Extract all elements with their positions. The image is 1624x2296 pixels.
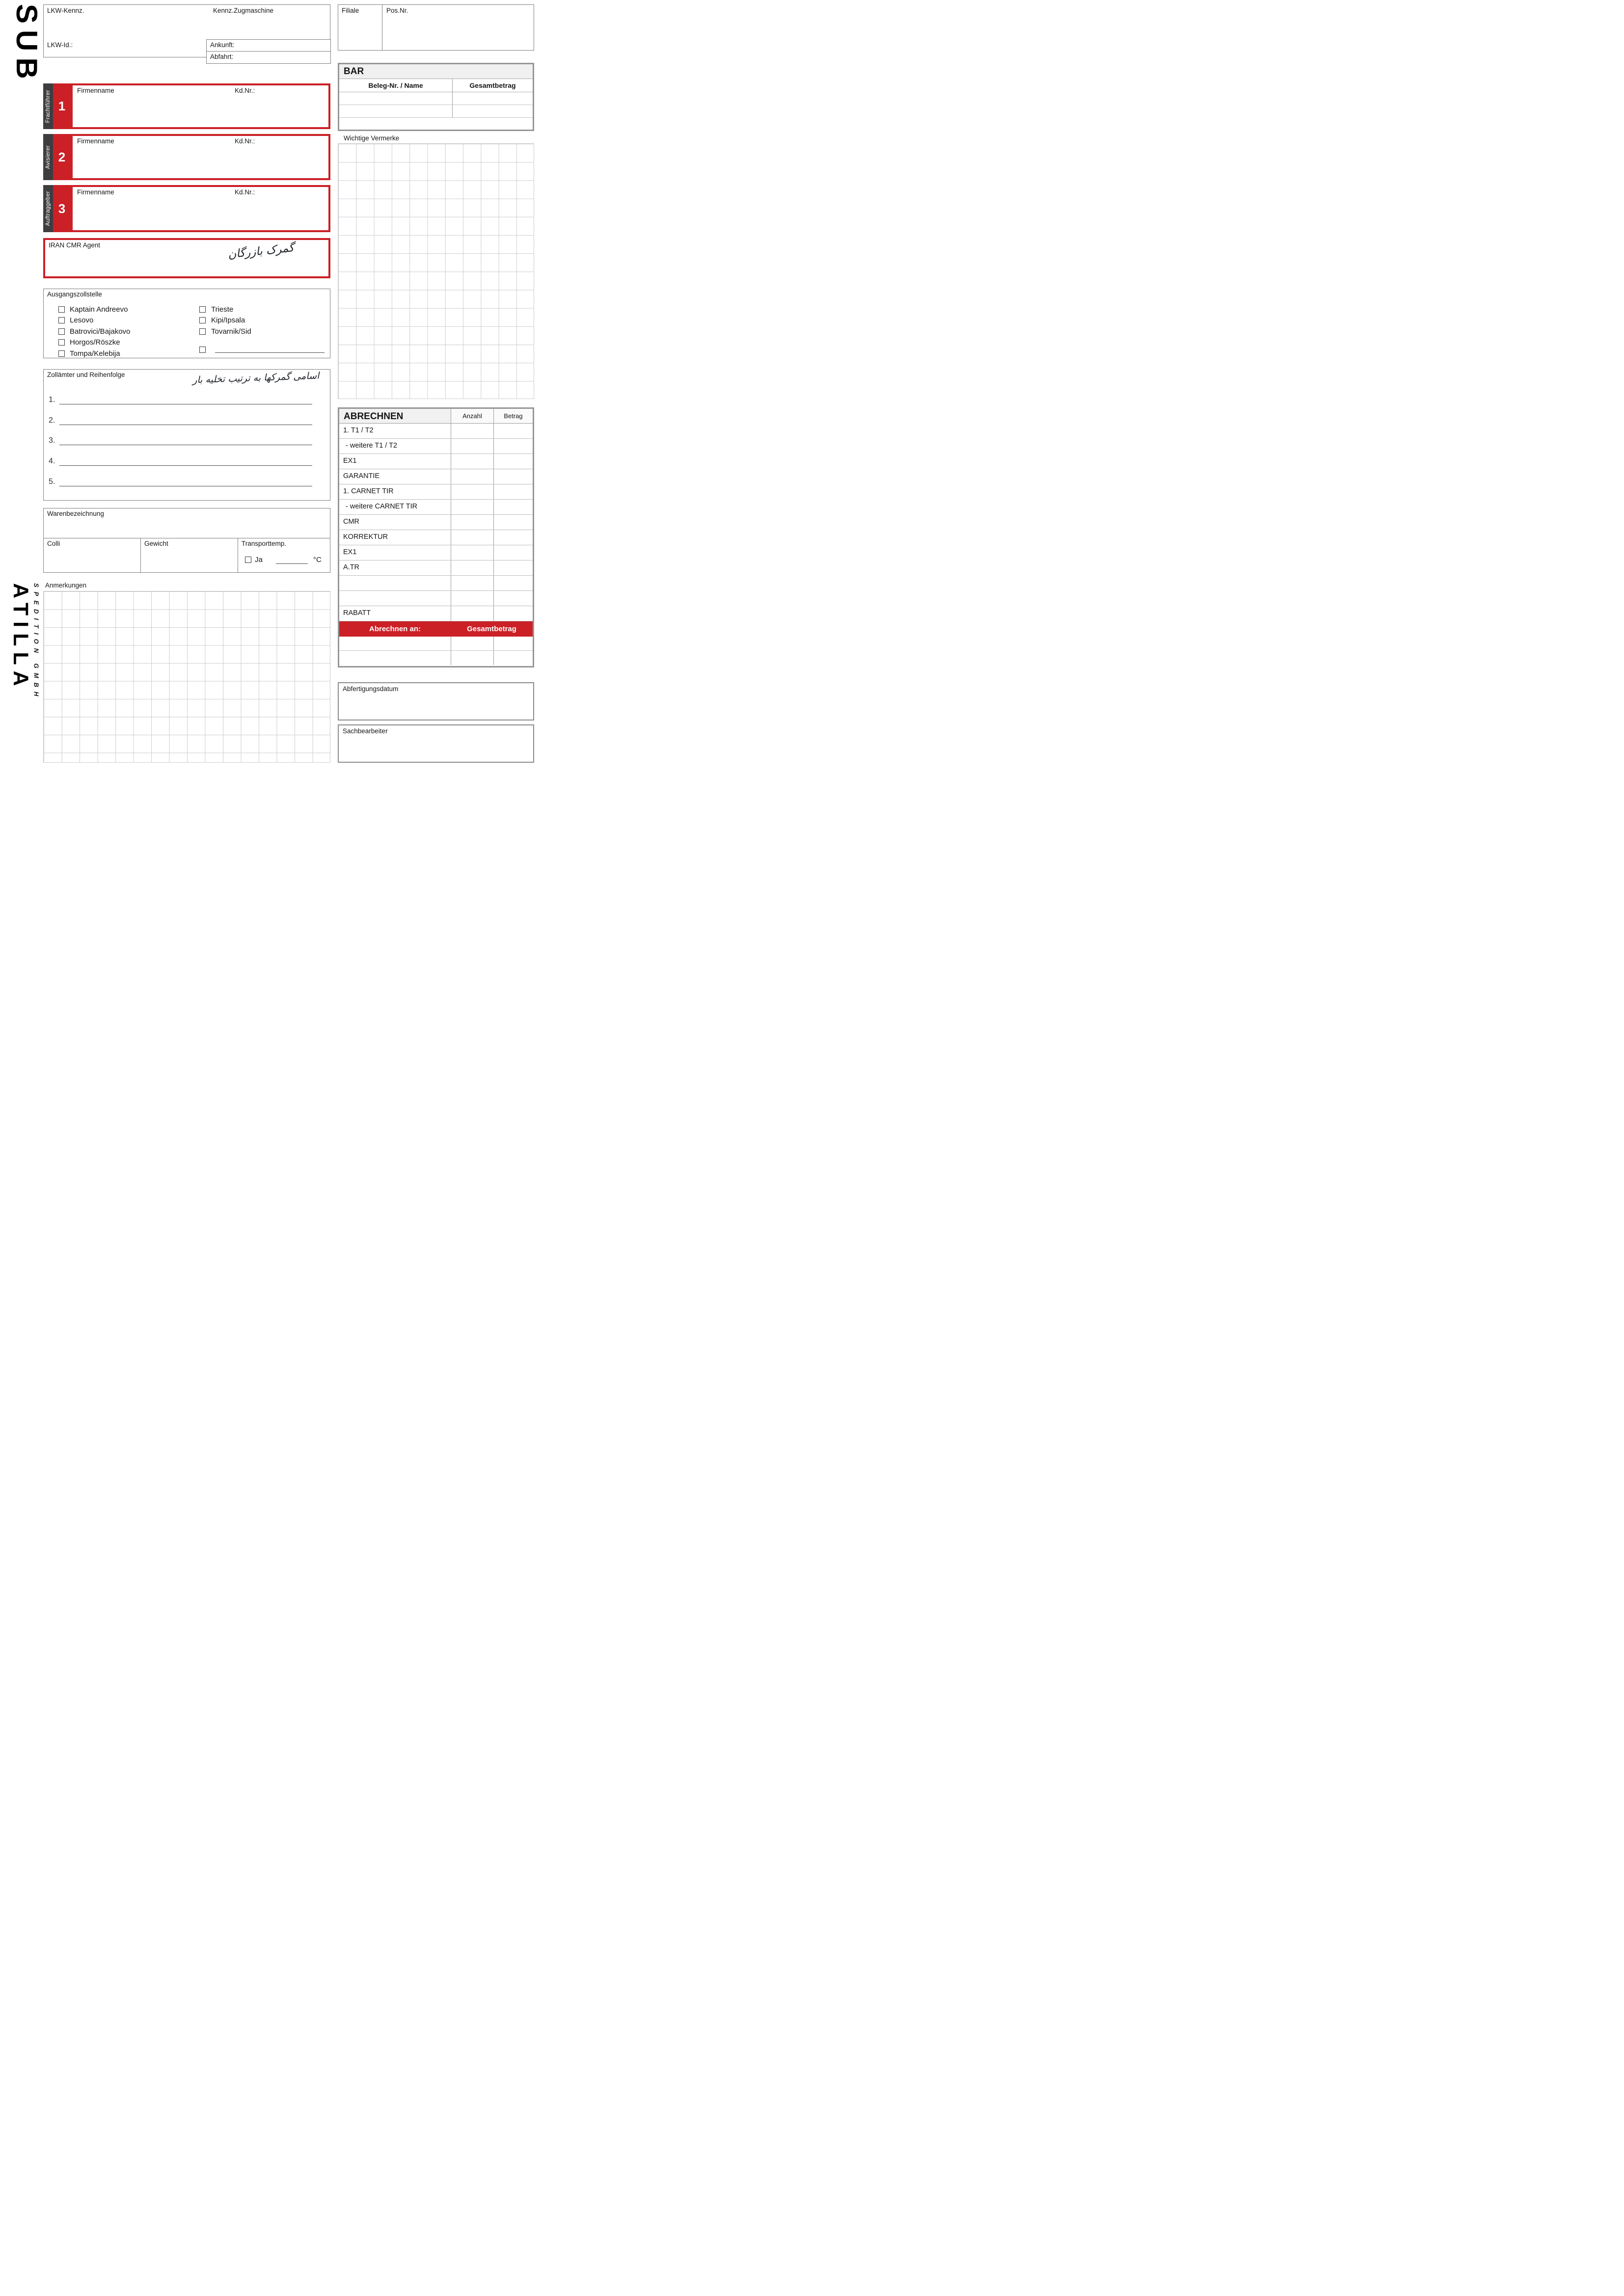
betrag-column-header: Betrag <box>493 409 533 423</box>
firmenname-label: Firmenname <box>77 137 114 145</box>
checkbox-trieste[interactable] <box>199 306 206 313</box>
anzahl-cell[interactable] <box>451 484 493 499</box>
abrechnen-item-label: 1. T1 / T2 <box>343 427 374 434</box>
arrival-departure-box <box>206 39 331 64</box>
abrechnen-row <box>339 424 533 439</box>
anzahl-cell[interactable] <box>451 500 493 514</box>
avisierer-company-field[interactable] <box>71 134 330 180</box>
bar-beleg-cell[interactable] <box>339 92 452 105</box>
gewicht-field[interactable] <box>140 538 238 572</box>
anzahl-cell[interactable] <box>451 454 493 469</box>
abrechnen-row <box>339 545 533 561</box>
form-code-logo: SUB <box>10 4 43 85</box>
abrechnen-item-label <box>339 591 451 606</box>
abrechnen-row <box>339 515 533 530</box>
checkbox-lesovo[interactable] <box>58 317 65 323</box>
brand-company-name: ATILLA <box>9 583 32 692</box>
bar-betrag-cell[interactable] <box>452 92 533 105</box>
zoll-row-number: 4. <box>49 457 55 465</box>
zollaemter-handwriting: اسامی گمرکها به ترتیب تخلیه بار <box>192 370 320 386</box>
colli-field[interactable] <box>44 538 140 572</box>
zoll-row-number: 3. <box>49 436 55 445</box>
anzahl-column-header: Anzahl <box>451 409 493 423</box>
abrechnen-an-cell[interactable] <box>339 651 451 665</box>
brand-subtitle: SPEDITION GMBH <box>32 583 40 701</box>
anzahl-cell[interactable] <box>451 439 493 454</box>
abfertigungsdatum-label: Abfertigungsdatum <box>343 685 399 693</box>
iran-cmr-agent-box[interactable] <box>43 238 330 278</box>
filiale-posnr-box <box>338 4 534 51</box>
bar-table-row <box>339 105 533 118</box>
zoll-line-2[interactable] <box>59 418 312 425</box>
abrechnen-item-label <box>339 576 451 590</box>
truck-header-box[interactable] <box>43 4 330 60</box>
betrag-cell[interactable] <box>493 500 533 514</box>
zoll-line-5[interactable] <box>59 480 312 486</box>
abrechnen-item-label: EX1 <box>343 457 357 465</box>
measures-row <box>43 538 330 573</box>
party-role-label: Avisierer <box>45 145 51 169</box>
anzahl-cell[interactable] <box>451 561 493 575</box>
abrechnen-row <box>339 576 533 591</box>
zoll-line-1[interactable] <box>59 398 312 404</box>
abrechnen-row <box>339 561 533 576</box>
party-frachtfuehrer <box>43 83 330 129</box>
option-label: Trieste <box>211 305 234 314</box>
ja-label: Ja <box>255 556 263 564</box>
betrag-cell[interactable] <box>493 637 533 650</box>
zoll-line-3[interactable] <box>59 438 312 445</box>
option-label: Batrovici/Bajakovo <box>70 327 131 336</box>
firmenname-label: Firmenname <box>77 188 114 196</box>
bar-beleg-cell[interactable] <box>339 105 452 117</box>
wichtige-vermerke-grid[interactable] <box>338 143 534 399</box>
abfertigungsdatum-field[interactable] <box>338 682 534 721</box>
option-label: Kaptain Andreevo <box>70 305 128 314</box>
posnr-field[interactable] <box>382 5 534 50</box>
bar-table-header <box>339 79 533 92</box>
ausgangszollstelle-title: Ausgangszollstelle <box>47 291 102 298</box>
abrechnen-row <box>339 484 533 500</box>
abrechnen-row <box>339 454 533 469</box>
betrag-cell[interactable] <box>493 545 533 560</box>
abrechnen-section <box>338 407 534 667</box>
party-role-bar <box>43 134 53 180</box>
betrag-cell[interactable] <box>493 530 533 545</box>
anzahl-cell[interactable] <box>451 545 493 560</box>
checkbox-tovarnik-sid[interactable] <box>199 328 206 335</box>
party-number-badge: 3 <box>53 185 71 232</box>
party-auftraggeber <box>43 185 330 232</box>
abrechnen-an-label: Abrechnen an: <box>369 625 421 633</box>
checkbox-horgos-roeszke[interactable] <box>58 339 65 346</box>
custom-option-line[interactable] <box>215 346 325 353</box>
abrechnen-row <box>339 530 533 545</box>
firmenname-label: Firmenname <box>77 87 114 94</box>
betrag-cell[interactable] <box>493 484 533 499</box>
kennz-zugmaschine-label: Kennz.Zugmaschine <box>213 7 274 14</box>
option-label: Lesovo <box>70 316 94 324</box>
bar-section <box>338 63 534 131</box>
bar-title: BAR <box>344 66 364 77</box>
bar-col-gesamtbetrag: Gesamtbetrag <box>452 79 533 92</box>
abrechnen-header <box>339 409 533 424</box>
betrag-cell[interactable] <box>493 591 533 606</box>
gewicht-label: Gewicht <box>144 540 168 547</box>
checkbox-custom-option[interactable] <box>199 347 206 353</box>
kdnr-label: Kd.Nr.: <box>235 188 255 196</box>
party-role-bar <box>43 83 53 129</box>
iran-cmr-agent-label: IRAN CMR Agent <box>49 241 101 249</box>
wichtige-vermerke-label: Wichtige Vermerke <box>344 134 400 142</box>
option-label: Kipi/Ipsala <box>211 316 245 324</box>
betrag-cell[interactable] <box>493 439 533 454</box>
party-number-badge: 2 <box>53 134 71 180</box>
abrechnen-row <box>339 591 533 606</box>
anmerkungen-grid[interactable] <box>43 591 330 763</box>
ankunft-label: Ankunft: <box>210 41 235 49</box>
betrag-cell[interactable] <box>493 424 533 438</box>
abrechnen-title: ABRECHNEN <box>344 411 404 422</box>
zollaemter-section <box>43 369 330 501</box>
sachbearbeiter-field[interactable] <box>338 724 534 763</box>
betrag-cell[interactable] <box>493 576 533 590</box>
zoll-row-number: 5. <box>49 478 55 486</box>
anzahl-cell[interactable] <box>451 515 493 530</box>
abrechnen-footer-band <box>339 621 533 637</box>
abrechnen-row <box>339 637 533 651</box>
betrag-cell[interactable] <box>493 651 533 665</box>
abrechnen-item-label: 1. CARNET TIR <box>343 487 394 495</box>
sub-freight-form <box>0 0 541 765</box>
party-role-bar <box>43 185 53 232</box>
party-number-badge: 1 <box>53 83 71 129</box>
checkbox-kaptain-andreevo[interactable] <box>58 306 65 313</box>
anmerkungen-label: Anmerkungen <box>45 582 87 589</box>
checkbox-batrovici-bajakovo[interactable] <box>58 328 65 335</box>
checkbox-tompa-kelebija[interactable] <box>58 350 65 357</box>
party-role-label: Auftraggeber <box>45 191 51 226</box>
anzahl-cell[interactable] <box>451 591 493 606</box>
zoll-row-number: 1. <box>49 396 55 404</box>
ankunft-field[interactable] <box>207 40 330 52</box>
iran-agent-handwriting: گمرک بازرگان <box>227 241 295 262</box>
abrechnen-item-label: GARANTIE <box>343 472 380 480</box>
lkw-id-label: LKW-Id.: <box>47 41 73 49</box>
anzahl-cell[interactable] <box>451 651 493 665</box>
option-label: Tovarnik/Sid <box>211 327 251 336</box>
abrechnen-item-label: - weitere CARNET TIR <box>346 503 418 510</box>
party-avisierer <box>43 134 330 180</box>
abfahrt-label: Abfahrt: <box>210 53 234 60</box>
betrag-cell[interactable] <box>493 469 533 484</box>
kdnr-label: Kd.Nr.: <box>235 87 255 94</box>
bar-betrag-cell[interactable] <box>452 105 533 117</box>
checkbox-temp-ja[interactable] <box>245 557 251 563</box>
abrechnen-item-label: - weitere T1 / T2 <box>346 442 398 450</box>
abrechnen-row <box>339 606 533 621</box>
abrechnen-item-label: RABATT <box>343 609 371 617</box>
abrechnen-item-label: EX1 <box>343 548 357 556</box>
abrechnen-an-cell[interactable] <box>339 637 451 650</box>
option-label: Tompa/Kelebija <box>70 349 120 358</box>
abrechnen-item-label: KORREKTUR <box>343 533 388 541</box>
abrechnen-row <box>339 651 533 665</box>
anzahl-cell[interactable] <box>451 576 493 590</box>
transporttemp-field[interactable] <box>238 538 330 572</box>
option-label: Horgos/Röszke <box>70 338 120 347</box>
zoll-row-number: 2. <box>49 416 55 425</box>
zoll-line-4[interactable] <box>59 459 312 466</box>
betrag-cell[interactable] <box>493 515 533 530</box>
transporttemp-label: Transporttemp. <box>242 540 287 547</box>
betrag-cell[interactable] <box>493 606 533 621</box>
anzahl-cell[interactable] <box>451 637 493 650</box>
posnr-label: Pos.Nr. <box>386 7 408 14</box>
warenbezeichnung-label: Warenbezeichnung <box>47 510 104 517</box>
lkw-kennz-label: LKW-Kennz. <box>47 7 84 14</box>
party-role-label: Frachtführer <box>45 89 51 123</box>
checkbox-kipi-ipsala[interactable] <box>199 317 206 323</box>
celsius-unit-label: °C <box>313 556 322 564</box>
anzahl-cell[interactable] <box>451 424 493 438</box>
zollaemter-title: Zollämter und Reihenfolge <box>47 371 125 378</box>
anzahl-cell[interactable] <box>451 530 493 545</box>
warenbezeichnung-field[interactable] <box>43 508 330 538</box>
anzahl-cell[interactable] <box>451 606 493 621</box>
sachbearbeiter-label: Sachbearbeiter <box>343 727 388 735</box>
bar-col-beleg-name: Beleg-Nr. / Name <box>368 81 423 89</box>
anzahl-cell[interactable] <box>451 469 493 484</box>
kdnr-label: Kd.Nr.: <box>235 137 255 145</box>
betrag-cell[interactable] <box>493 561 533 575</box>
abrechnen-item-label: CMR <box>343 518 360 526</box>
frachtfuehrer-company-field[interactable] <box>71 83 330 129</box>
betrag-cell[interactable] <box>493 454 533 469</box>
filiale-label: Filiale <box>342 7 359 14</box>
bar-title-band <box>339 64 533 79</box>
abrechnen-row <box>339 469 533 484</box>
colli-label: Colli <box>47 540 60 547</box>
temp-value-line[interactable] <box>276 557 308 564</box>
filiale-field[interactable] <box>338 5 382 50</box>
bar-table-row <box>339 92 533 105</box>
auftraggeber-company-field[interactable] <box>71 185 330 232</box>
ausgangszollstelle-section <box>43 289 330 358</box>
abrechnen-row <box>339 500 533 515</box>
abfahrt-field[interactable] <box>207 52 330 62</box>
abrechnen-row <box>339 439 533 454</box>
brand-block <box>10 583 40 700</box>
gesamtbetrag-label: Gesamtbetrag <box>467 625 516 633</box>
abrechnen-item-label: A.TR <box>343 563 360 571</box>
